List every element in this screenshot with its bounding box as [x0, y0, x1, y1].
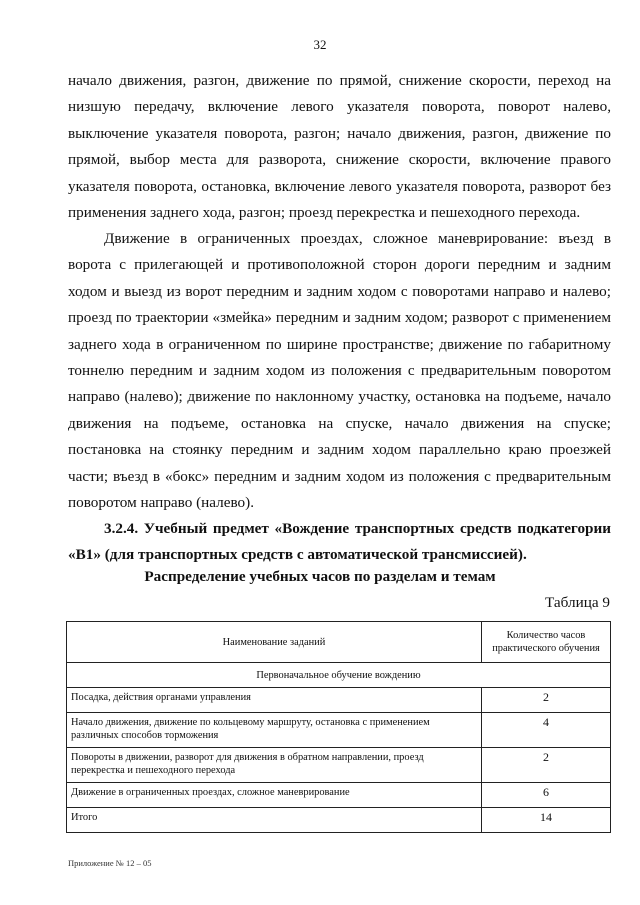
hours-cell: 4 [482, 713, 611, 748]
total-label-cell: Итого [67, 808, 482, 833]
hours-cell: 2 [482, 688, 611, 713]
column-header-hours: Количество часов практического обучения [482, 622, 611, 663]
table-label: Таблица 9 [545, 594, 610, 611]
task-cell: Посадка, действия органами управления [67, 688, 482, 713]
column-header-task: Наименование заданий [67, 622, 482, 663]
table-header-row [67, 622, 611, 663]
task-cell: Движение в ограниченных проездах, сложное маневрирование [67, 783, 482, 808]
hours-cell: 2 [482, 748, 611, 783]
footer-appendix-note: Приложение № 12 – 05 [68, 858, 152, 868]
paragraph-restricted-passages: Движение в ограниченных проездах, сложное маневрирование: въезд в ворота с прилегающей и противоположной сторон дороги передним и задним ходом и выезд из ворот передним и задним ходом с поворотами направо и налево; проезд по траектории «змейка» передним и задним ходом; разворот с применением заднего хода в ограниченном по ширине пространстве; движение по габаритному тоннелю передним и задним ходом из положения с предварительным поворотом направо (налево); движение по наклонному участку, остановка на подъеме, начало движения на подъеме, остановка на спуске, начало движения на спуске; постановка на стоянку передним и задним ходом параллельно краю проезжей части; въезд в «бокс» передним и задним ходом из положения с предварительным поворотом направо (налево). [68, 230, 611, 512]
hours-cell: 6 [482, 783, 611, 808]
table-total-row [67, 808, 611, 833]
table-heading: Распределение учебных часов по разделам и темам [144, 568, 496, 585]
hours-table [66, 621, 611, 833]
page-number: 32 [313, 37, 327, 52]
paragraph-driving-maneuvers: начало движения, разгон, движение по прямой, снижение скорости, переход на низшую передачу, включение левого указателя поворота, поворот налево, выключение указателя поворота, разгон; начало движения, разгон, движение по прямой, выбор места для разворота, снижение скорости, включение правого указателя поворота, остановка, включение левого указателя поворота, разворот без применения заднего хода, разгон; проезд перекрестка и пешеходного перехода. [68, 72, 611, 222]
table-row [67, 688, 611, 713]
task-cell: Повороты в движении, разворот для движения в обратном направлении, проезд перекрестка и пешеходного перехода [67, 748, 482, 783]
total-hours-cell: 14 [482, 808, 611, 833]
table-row [67, 748, 611, 783]
section-heading: 3.2.4. Учебный предмет «Вождение транспортных средств подкатегории «B1» (для транспортных средств с автоматической трансмиссией). [68, 520, 611, 564]
table-row [67, 713, 611, 748]
task-cell: Начало движения, движение по кольцевому маршруту, остановка с применением различных способов торможения [67, 713, 482, 748]
group-label: Первоначальное обучение вождению [67, 663, 611, 688]
table-group-row [67, 663, 611, 688]
table-row [67, 783, 611, 808]
